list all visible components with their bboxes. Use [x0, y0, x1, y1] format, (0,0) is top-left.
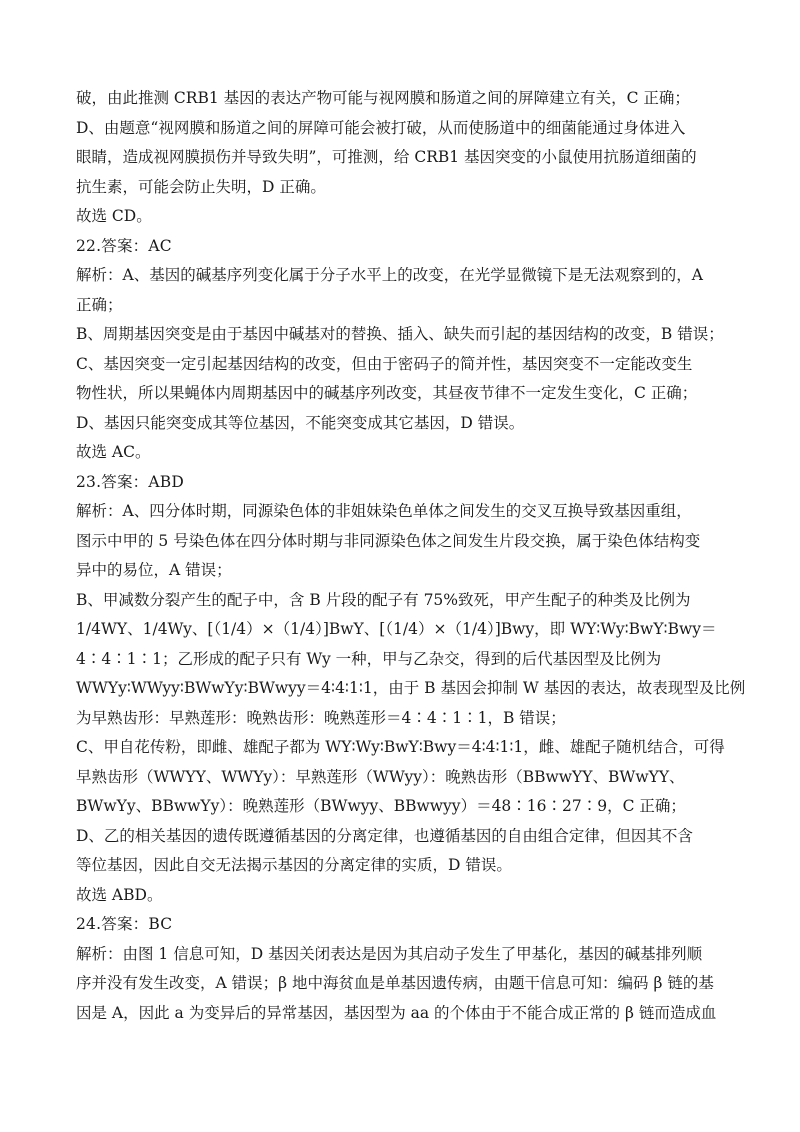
text-line: 因是 A，因此 a 为变异后的异常基因，基因型为 aa 的个体由于不能合成正常的 β 链而造成血: [76, 1003, 717, 1022]
text-line: 破，由此推测 CRB1 基因的表达产物可能与视网膜和肠道之间的屏障建立有关，C 正确；: [76, 89, 690, 107]
text-line: 等位基因，因此自交无法揭示基因的分离定律的实质，D 错误。: [76, 856, 512, 874]
text-line: 异中的易位，A 错误；: [76, 561, 232, 579]
document-body: [76, 84, 746, 1028]
text-line: 解析：A、四分体时期，同源染色体的非姐妹染色单体之间发生的交叉互换导致基因重组，: [76, 502, 692, 520]
text-line: C、基因突变一定引起基因结构的改变，但由于密码子的简并性，基因突变不一定能改变生: [76, 354, 693, 373]
answer-heading: 23.答案：ABD: [76, 472, 184, 491]
text-line: 早熟齿形（WWYY、WWYy）：早熟莲形（WWyy）：晚熟齿形（BBwwYY、BWwYY、: [76, 767, 685, 786]
text-line: 抗生素，可能会防止失明，D 正确。: [76, 177, 326, 196]
text-line: C、甲自花传粉，即雌、雄配子都为 WY∶Wy∶BwY∶Bwy＝4∶4∶1∶1，雌、雄配子随机结合，可得: [76, 738, 725, 756]
text-line: 物性状，所以果蝇体内周期基因中的碱基序列改变，其昼夜节律不一定发生变化，C 正确；: [76, 384, 698, 402]
text-line: 故选 CD。: [76, 207, 152, 225]
answer-heading: 22.答案：AC: [76, 236, 172, 255]
text-line: B、周期基因突变是由于基因中碱基对的替换、插入、缺失而引起的基因结构的改变，B 错误；: [76, 325, 724, 343]
text-line: WWYy∶WWyy∶BWwYy∶BWwyy＝4∶4∶1∶1，由于 B 基因会抑制 W 基因的表达，故表现型及比例: [76, 679, 746, 697]
text-line: D、基因只能突变成其等位基因，不能突变成其它基因，D 错误。: [76, 413, 525, 432]
text-line: 为早熟齿形：早熟莲形：晚熟齿形：晚熟莲形＝4∶4∶1∶1，B 错误；: [76, 708, 566, 727]
text-line: 解析：由图 1 信息可知，D 基因关闭表达是因为其启动子发生了甲基化，基因的碱基排列顺: [76, 944, 703, 963]
answer-heading: 24.答案：BC: [76, 915, 173, 933]
text-line: BWwYy、BBwwYy）：晚熟莲形（BWwyy、BBwwyy）＝48∶16∶27∶9，C 正确；: [76, 797, 686, 815]
text-line: 故选 AC。: [76, 443, 151, 461]
text-line: 解析：A、基因的碱基序列变化属于分子水平上的改变，在光学显微镜下是无法观察到的，A: [76, 266, 703, 284]
text-line: 故选 ABD。: [76, 885, 163, 904]
text-line: 4∶4∶1∶1；乙形成的配子只有 Wy 一种，甲与乙杂交，得到的后代基因型及比例为: [76, 649, 662, 668]
text-line: D、由题意“视网膜和肠道之间的屏障可能会被打破，从而使肠道中的细菌能通过身体进入: [76, 118, 686, 137]
text-line: D、乙的相关基因的遗传既遵循基因的分离定律，也遵循基因的自由组合定律，但因其不含: [76, 826, 693, 845]
text-line: B、甲减数分裂产生的配子中，含 B 片段的配子有 75%致死，甲产生配子的种类及比例为: [76, 590, 691, 609]
text-line: 序并没有发生改变，A 错误；β 地中海贫血是单基因遗传病，由题干信息可知：编码 β 链的基: [76, 974, 714, 992]
text-line: 眼睛，造成视网膜损伤并导致失明”，可推测，给 CRB1 基因突变的小鼠使用抗肠道细菌的: [76, 148, 697, 166]
text-line: 图示中甲的 5 号染色体在四分体时期与非同源染色体之间发生片段交换，属于染色体结构变: [76, 531, 701, 550]
text-line: 正确；: [76, 295, 123, 314]
text-line: 1/4WY、1/4Wy、[（1/4）×（1/4）]BwY、[（1/4）×（1/4）]Bwy，即 WY∶Wy∶BwY∶Bwy＝: [76, 620, 717, 638]
